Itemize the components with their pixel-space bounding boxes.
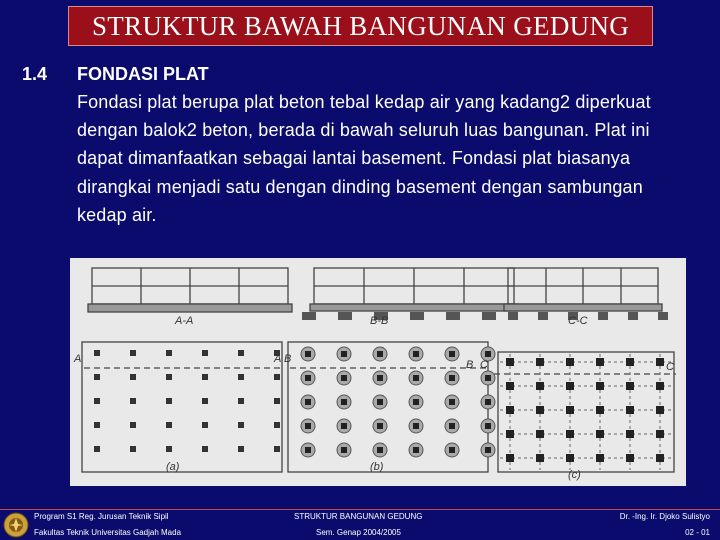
column-a [238, 350, 244, 356]
body-line: dengan balok2 beton, berada di bawah seluruh luas bangunan. Plat ini [77, 120, 650, 141]
column-c [506, 430, 514, 438]
column-b [449, 351, 455, 357]
column-b [341, 351, 347, 357]
rib-section-c [658, 312, 668, 320]
footer-course: STRUKTUR BANGUNAN GEDUNG [294, 512, 423, 521]
column-c [566, 430, 574, 438]
column-b [377, 375, 383, 381]
marker-b-right: B [466, 359, 474, 371]
slide-title: STRUKTUR BAWAH BANGUNAN GEDUNG [91, 10, 630, 41]
column-c [506, 358, 514, 366]
column-c [566, 454, 574, 462]
column-c [596, 358, 604, 366]
section-label-c: C-C [568, 315, 588, 327]
footer-divider [0, 509, 720, 510]
pad-section-b [302, 312, 316, 320]
column-b [413, 399, 419, 405]
column-c [536, 454, 544, 462]
column-b [341, 447, 347, 453]
column-c [536, 430, 544, 438]
column-b [377, 351, 383, 357]
column-a [238, 374, 244, 380]
column-b [413, 423, 419, 429]
column-c [506, 406, 514, 414]
column-c [506, 454, 514, 462]
column-b [485, 447, 491, 453]
column-c [506, 382, 514, 390]
column-a [130, 446, 136, 452]
marker-a-right: A [274, 353, 282, 365]
column-a [202, 422, 208, 428]
rib-section-c [598, 312, 608, 320]
column-a [94, 422, 100, 428]
column-b [485, 351, 491, 357]
column-c [656, 430, 664, 438]
column-a [130, 374, 136, 380]
rib-section-c [508, 312, 518, 320]
column-a [202, 374, 208, 380]
column-a [274, 374, 280, 380]
column-a [238, 446, 244, 452]
column-a [274, 398, 280, 404]
column-a [166, 374, 172, 380]
column-a [238, 398, 244, 404]
slab-b [310, 304, 518, 311]
column-c [656, 454, 664, 462]
column-b [449, 375, 455, 381]
body-line: dapat dimanfaatkan sebagai lantai basement. Fondasi plat biasanya [77, 148, 631, 169]
pad-section-b [446, 312, 460, 320]
column-c [566, 406, 574, 414]
column-c [626, 406, 634, 414]
column-c [536, 358, 544, 366]
section-number: 1.4 [22, 64, 48, 84]
footer-faculty: Fakultas Teknik Universitas Gadjah Mada [34, 528, 182, 537]
column-b [413, 351, 419, 357]
column-b [305, 351, 311, 357]
column-c [656, 406, 664, 414]
plan-a [82, 342, 282, 472]
column-c [536, 406, 544, 414]
column-a [166, 446, 172, 452]
column-b [485, 423, 491, 429]
pad-section-b [410, 312, 424, 320]
marker-a-left: A [74, 353, 82, 365]
column-b [449, 447, 455, 453]
column-a [274, 446, 280, 452]
column-c [596, 382, 604, 390]
caption-b: (b) [370, 461, 384, 473]
column-a [94, 374, 100, 380]
foundation-diagram [70, 258, 686, 486]
column-b [377, 399, 383, 405]
column-c [626, 382, 634, 390]
pad-section-b [482, 312, 496, 320]
column-b [341, 423, 347, 429]
column-b [449, 423, 455, 429]
column-b [485, 399, 491, 405]
section-heading: FONDASI PLAT [77, 64, 209, 84]
plan-c [498, 352, 674, 472]
column-c [536, 382, 544, 390]
column-b [305, 423, 311, 429]
section-label-b: B-B [370, 315, 389, 327]
slide-title-box [68, 6, 653, 46]
column-b [413, 375, 419, 381]
column-c [626, 430, 634, 438]
column-a [166, 350, 172, 356]
rib-section-c [628, 312, 638, 320]
column-b [377, 447, 383, 453]
column-b [449, 399, 455, 405]
column-a [166, 398, 172, 404]
body-line: dirangkai menjadi satu dengan dinding basement dengan sambungan [77, 176, 643, 197]
marker-c-left: C [480, 359, 488, 371]
footer-page: 02 - 01 [685, 528, 710, 537]
column-a [94, 350, 100, 356]
caption-c: (c) [568, 469, 581, 481]
column-b [341, 399, 347, 405]
column-b [413, 447, 419, 453]
column-a [94, 398, 100, 404]
column-c [596, 406, 604, 414]
column-c [626, 358, 634, 366]
column-a [202, 446, 208, 452]
column-b [305, 447, 311, 453]
column-c [656, 358, 664, 366]
column-c [626, 454, 634, 462]
column-a [130, 422, 136, 428]
body-line: kedap air. [77, 204, 157, 225]
column-b [305, 399, 311, 405]
footer-author: Dr. -Ing. Ir. Djoko Sulistyo [619, 512, 710, 521]
university-seal-icon [3, 512, 29, 538]
column-c [656, 382, 664, 390]
slab-c [504, 304, 662, 311]
foundation-figure [70, 258, 686, 486]
column-c [596, 430, 604, 438]
column-b [485, 375, 491, 381]
column-a [202, 350, 208, 356]
section-label-a: A-A [175, 315, 194, 327]
marker-c-right: C [666, 361, 674, 373]
pad-section-b [338, 312, 352, 320]
slab-a [88, 304, 292, 312]
footer-semester: Sem. Genap 2004/2005 [316, 528, 401, 537]
column-c [596, 454, 604, 462]
column-a [94, 446, 100, 452]
footer-program: Program S1 Reg. Jurusan Teknik Sipil [34, 512, 169, 521]
column-a [202, 398, 208, 404]
column-b [341, 375, 347, 381]
column-a [238, 422, 244, 428]
rib-section-c [538, 312, 548, 320]
column-a [130, 398, 136, 404]
section-body [77, 88, 712, 229]
column-a [274, 422, 280, 428]
column-c [566, 382, 574, 390]
caption-a: (a) [166, 461, 180, 473]
marker-b-left: B [284, 353, 292, 365]
column-c [566, 358, 574, 366]
column-a [166, 422, 172, 428]
column-b [305, 375, 311, 381]
column-b [377, 423, 383, 429]
column-a [130, 350, 136, 356]
body-line: Fondasi plat berupa plat beton tebal kedap air yang kadang2 diperkuat [77, 92, 651, 112]
